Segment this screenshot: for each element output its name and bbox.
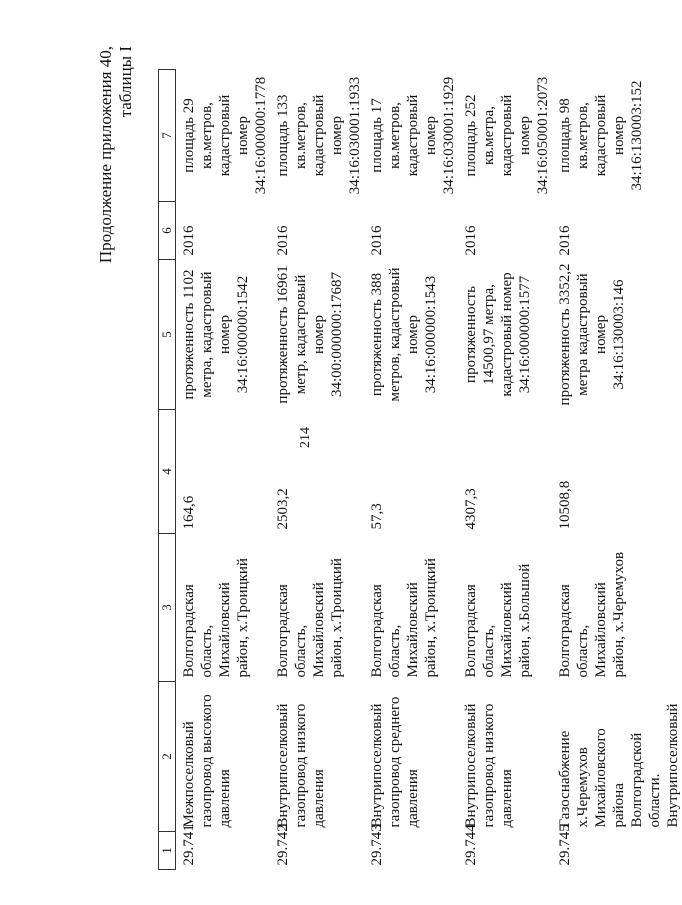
cell-address: Волгоградская область, Михайловский район, х.Троицкий xyxy=(369,558,439,678)
cell-num: 29.744 xyxy=(463,824,479,866)
cell-address: Волгоградская область, Михайловский район, х.Троицкий xyxy=(275,558,345,678)
cell-length: протяженность 1102 метра, кадастровый номер 34:16:000000:1542 xyxy=(181,269,251,400)
cell-area: площадь 98 кв.метров, кадастровый номер 34:16:130003:152 xyxy=(557,80,645,191)
cell-length: протяженность 388 метров, кадастровый номер 34:16:000000:1543 xyxy=(369,267,439,402)
cell-address: Волгоградская область, Михайловский район, х.Троицкий xyxy=(181,558,251,678)
table-row xyxy=(364,70,458,870)
cell-name: Межпоселковый газопровод высокого давления xyxy=(181,694,233,828)
cell-value: 4307,3 xyxy=(463,488,479,530)
cell-year: 2016 xyxy=(369,225,385,256)
continuation-header-line1: Продолжение приложения 40, xyxy=(96,46,115,264)
cell-year: 2016 xyxy=(181,225,197,256)
cell-year: 2016 xyxy=(463,225,479,256)
col-header-5: 5 xyxy=(159,260,176,410)
table-row xyxy=(176,70,271,870)
continuation-header-line2: таблицы I xyxy=(116,46,135,118)
cell-name: Внутрипоселковый газопровод низкого давления xyxy=(463,703,515,828)
cell-area: площадь 133 кв.метров, кадастровый номер 34:16:030001:1933 xyxy=(275,76,363,195)
cell-value: 2503,2 xyxy=(275,488,291,530)
cell-num: 29.741 xyxy=(181,824,197,866)
cell-num: 29.742 xyxy=(275,824,291,866)
col-header-1: 1 xyxy=(159,832,176,870)
cell-address: Волгоградская область, Михайловский район, х.Большой xyxy=(463,563,533,678)
cell-year: 2016 xyxy=(557,225,573,256)
cell-name: Газоснабжение х.Черемухов Михайловского района Волгоградской области. Внутрипоселковый xyxy=(557,703,681,828)
continuation-header xyxy=(96,46,136,263)
cell-length: протяженность 3352,2 метра кадастровый номер 34:16:130003:146 xyxy=(557,263,627,406)
cell-address: Волгоградская область, Михайловский район, х.Черемухов xyxy=(557,551,627,678)
column-number-row xyxy=(159,70,176,870)
col-header-7: 7 xyxy=(159,70,176,202)
cell-length: протяженность 16961 метр, кадастровый номер 34:00:000000:17687 xyxy=(275,265,345,404)
cell-value: 164,6 xyxy=(181,495,197,530)
cell-name: Внутрипоселковый газопровод низкого давления xyxy=(275,703,327,828)
cell-area: площадь 252 кв.метра, кадастровый номер 34:16:050001:2073 xyxy=(463,76,551,195)
cell-area: площадь 17 кв.метров, кадастровый номер 34:16:030001:1929 xyxy=(369,76,457,195)
col-header-6: 6 xyxy=(159,202,176,260)
page-number: 214 xyxy=(298,427,313,448)
cell-value: 57,3 xyxy=(369,503,385,530)
cell-area: площадь 29 кв.метров, кадастровый номер 34:16:000000:1778 xyxy=(181,76,269,195)
table-row xyxy=(270,70,364,870)
cell-year: 2016 xyxy=(275,225,291,256)
table-row xyxy=(458,70,552,870)
assets-table xyxy=(158,69,682,870)
cell-num: 29.745 xyxy=(557,824,573,866)
cell-num: 29.743 xyxy=(369,824,385,866)
cell-value: 10508,8 xyxy=(557,480,573,530)
col-header-3: 3 xyxy=(159,534,176,682)
cell-name: Внутрипоселковый газопровод среднего давления xyxy=(369,696,421,828)
col-header-2: 2 xyxy=(159,682,176,832)
table-row xyxy=(552,70,682,870)
rotated-page xyxy=(96,46,681,870)
col-header-4: 4 xyxy=(159,410,176,534)
cell-length: протяженность 14500,97 метра, кадастровый номер 34:16:000000:1577 xyxy=(463,272,533,397)
